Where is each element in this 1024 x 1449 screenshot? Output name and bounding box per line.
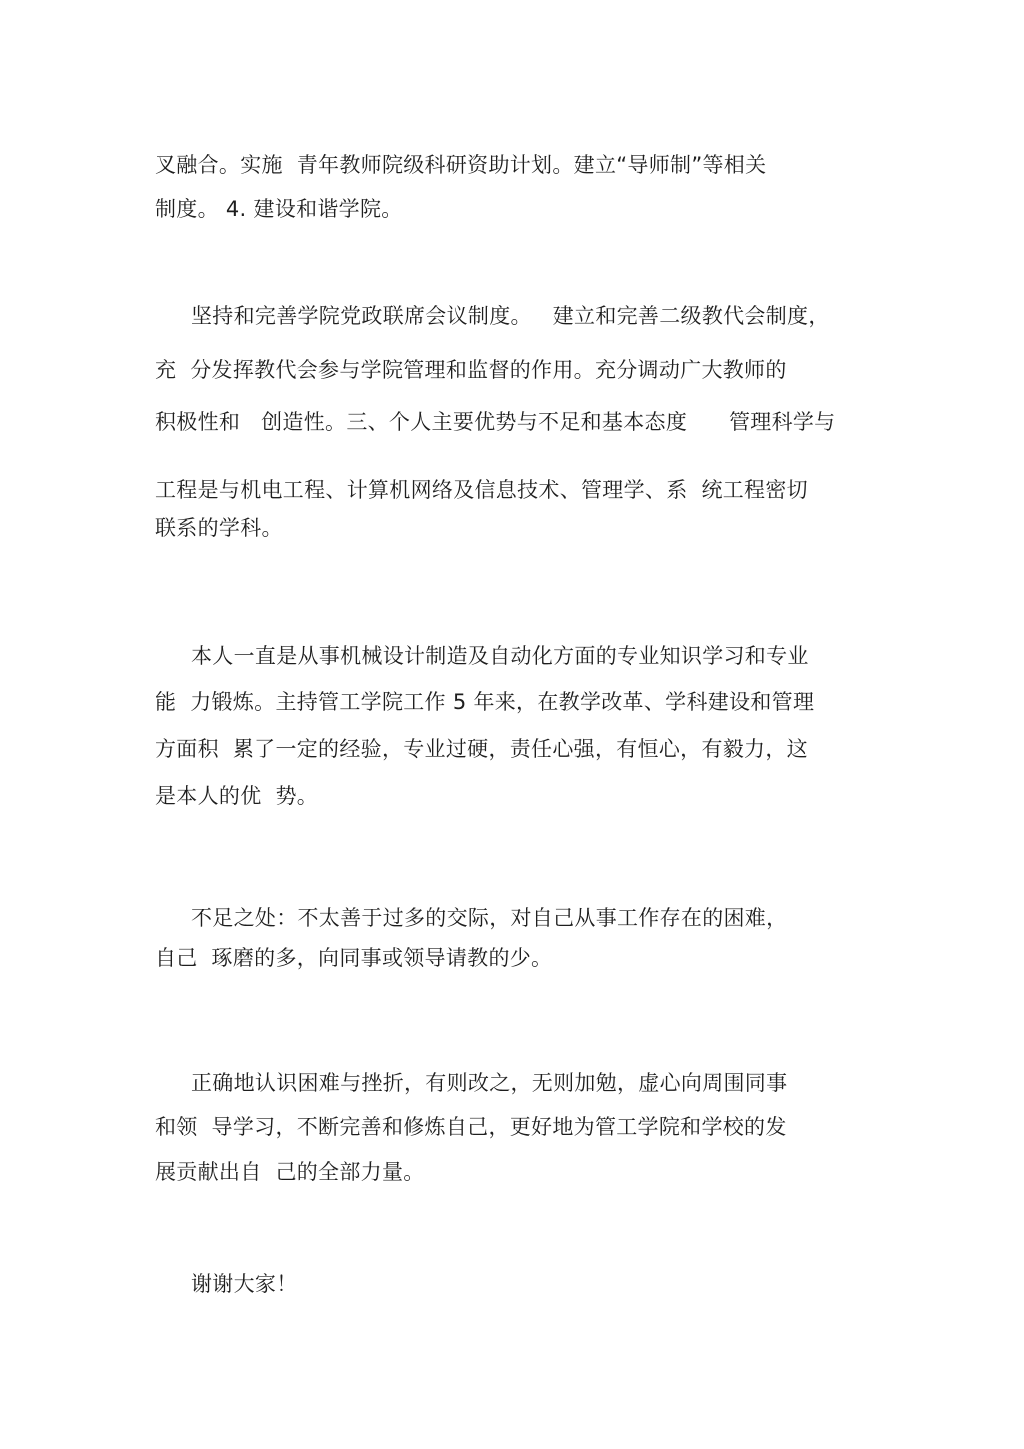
text-line: 正确地认识困难与挫折，有则改之，无则加勉，虚心向周围同事 bbox=[191, 1071, 788, 1095]
text-line: 充 分发挥教代会参与学院管理和监督的作用。充分调动广大教师的 bbox=[155, 358, 787, 382]
text-line: 制度。 4. 建设和谐学院。 bbox=[155, 197, 403, 221]
closing-line: 谢谢大家！ bbox=[191, 1272, 298, 1296]
text-line: 工程是与机电工程、计算机网络及信息技术、管理学、系 统工程密切 bbox=[155, 478, 808, 502]
text-line: 积极性和 创造性。三、个人主要优势与不足和基本态度 管理科学与 bbox=[155, 410, 836, 434]
text-line: 是本人的优 势。 bbox=[155, 784, 319, 808]
text-line: 自己 琢磨的多，向同事或领导请教的少。 bbox=[155, 946, 553, 970]
text-line: 本人一直是从事机械设计制造及自动化方面的专业知识学习和专业 bbox=[191, 644, 809, 668]
text-line: 叉融合。实施 青年教师院级科研资助计划。建立“导师制”等相关 bbox=[155, 153, 767, 177]
text-line: 联系的学科。 bbox=[155, 516, 283, 540]
text-line: 展贡献出自 己的全部力量。 bbox=[155, 1160, 425, 1184]
text-line: 方面积 累了一定的经验，专业过硬，责任心强，有恒心，有毅力，这 bbox=[155, 737, 808, 761]
text-line: 能 力锻炼。主持管工学院工作 5 年来，在教学改革、学科建设和管理 bbox=[155, 690, 815, 714]
text-line: 和领 导学习，不断完善和修炼自己，更好地为管工学院和学校的发 bbox=[155, 1115, 787, 1139]
text-line: 不足之处：不太善于过多的交际，对自己从事工作存在的困难， bbox=[191, 906, 788, 930]
text-line: 坚持和完善学院党政联席会议制度。 建立和完善二级教代会制度， bbox=[191, 304, 830, 328]
